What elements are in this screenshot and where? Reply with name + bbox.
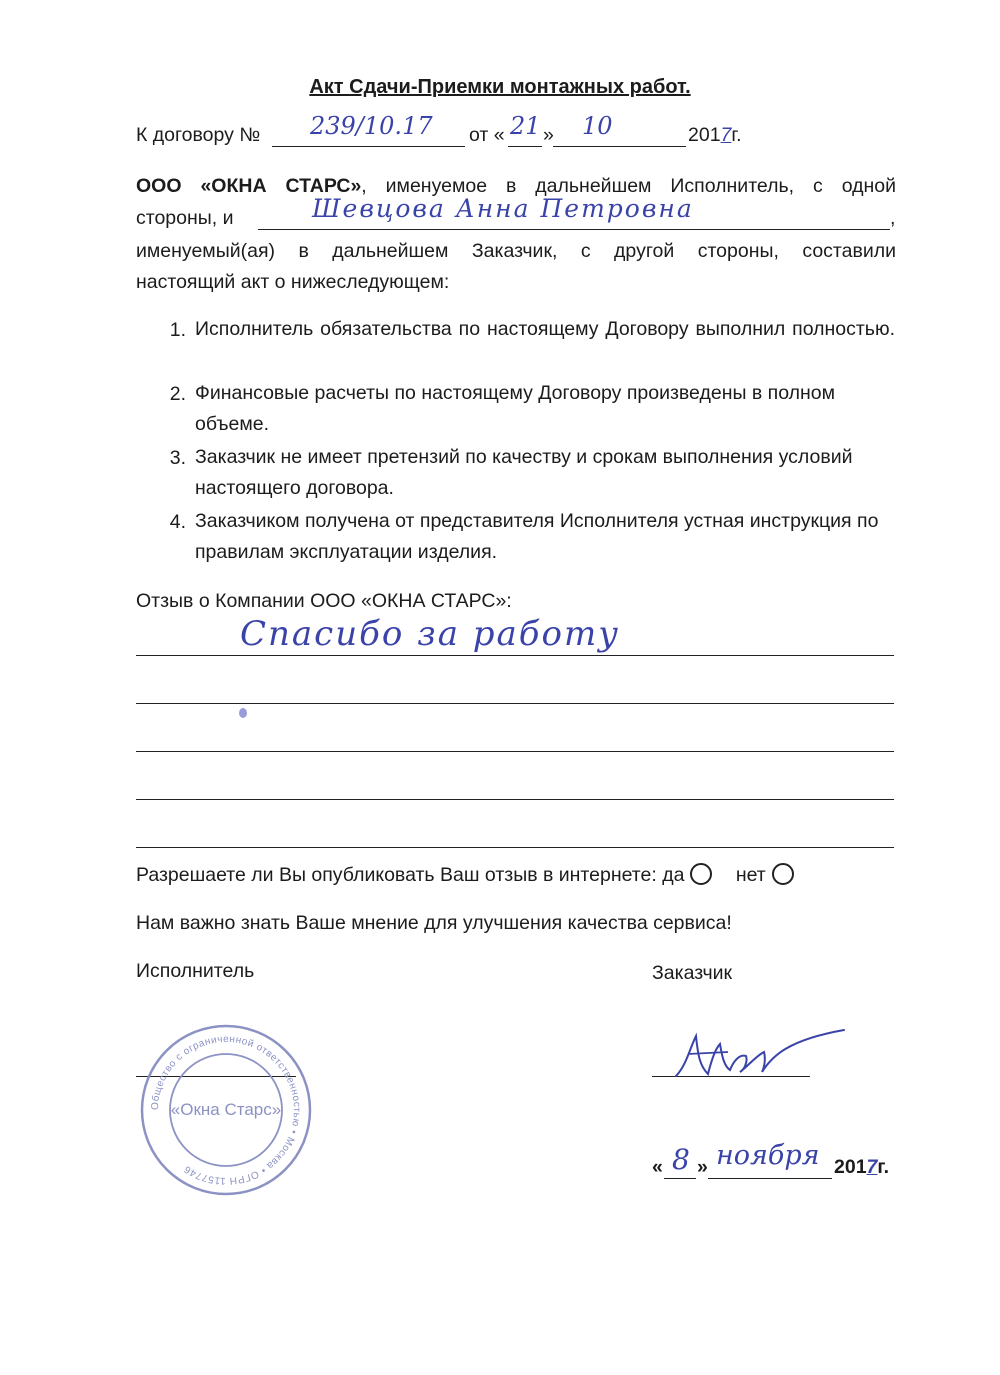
company-name: ООО «ОКНА СТАРС» [136,175,362,197]
review-line-5 [136,847,894,848]
sign-date-month-line [708,1178,832,1179]
contract-month: 10 [582,112,613,140]
customer-label: Заказчик [652,962,733,984]
sign-date-year-prefix: 201 [834,1156,867,1178]
sign-date-close: » [697,1156,708,1178]
review-line-3 [136,751,894,752]
item-4-text: Заказчиком получена от представителя Исполнителя устная инструкция по правилам эксплуатации изделия. [195,510,879,563]
item-3-text: Заказчик не имеет претензий по качеству и срокам выполнения условий настоящего договора. [195,446,853,499]
intro-line-2-end: , [890,207,896,229]
document-title: Акт Сдачи-Приемки монтажных работ. [309,76,691,98]
customer-name: Шевцова Анна Петровна [312,194,694,223]
yes-radio[interactable] [690,863,712,885]
publish-question: Разрешаете ли Вы опубликовать Ваш отзыв в интернете: да [136,864,685,886]
contract-year-prefix: 201 [688,124,721,146]
review-handwritten-text: Спасибо за работу [240,614,620,654]
company-stamp-icon [138,1022,314,1198]
sign-date-month: ноября [716,1140,820,1171]
intro-line-1-rest: , именуемое в дальнейшем Исполнитель, с одной [361,175,896,197]
contract-year-suffix: г. [731,124,742,146]
sign-date-day-line [664,1178,696,1179]
contract-quote-close: » [543,124,554,146]
review-line-4 [136,799,894,800]
item-3-number: 3. [169,447,186,469]
no-label: нет [735,864,766,886]
stamp-center-text: «Окна Старс» [170,1100,282,1119]
customer-signature-icon [668,1026,848,1086]
intro-line-4: настоящий акт о нижеследующем: [136,271,450,293]
executor-label: Исполнитель [136,960,255,982]
item-1-number: 1. [169,319,186,341]
contract-month-line [553,146,686,147]
item-1-text: Исполнитель обязательства по настоящему Договору выполнил полностью. [195,318,895,340]
intro-line-3: именуемый(ая) в дальнейшем Заказчик, с другой стороны, составили [136,240,896,262]
important-note: Нам важно знать Ваше мнение для улучшения качества сервиса! [136,912,732,934]
contract-number: 239/10.17 [310,112,433,140]
review-label: Отзыв о Компании ООО «ОКНА СТАРС»: [136,590,512,612]
customer-name-line [258,229,890,230]
sign-date-day: 8 [672,1143,690,1176]
contract-prefix: К договору № [136,124,261,146]
contract-year-digit: 7 [720,124,732,146]
review-line-2 [136,703,894,704]
sign-date-year-digit: 7 [866,1156,878,1178]
intro-line-2-start: стороны, и [136,207,234,229]
ink-blot-icon [236,706,250,720]
no-radio[interactable] [772,863,794,885]
stamp-ring-text: Общество с ограниченной ответственностью • Москва • ОГРН 1157746 [149,1033,303,1187]
review-line-1 [136,655,894,656]
contract-from-label: от « [469,124,505,146]
sign-date-year-suffix: г. [877,1156,889,1178]
item-2-number: 2. [169,383,186,405]
item-4-number: 4. [169,511,186,533]
contract-day-line [508,146,542,147]
contract-day: 21 [510,112,541,140]
item-2-text: Финансовые расчеты по настоящему Договору произведены в полном объеме. [195,382,836,435]
contract-number-line [272,146,465,147]
sign-date-open: « [652,1156,663,1178]
